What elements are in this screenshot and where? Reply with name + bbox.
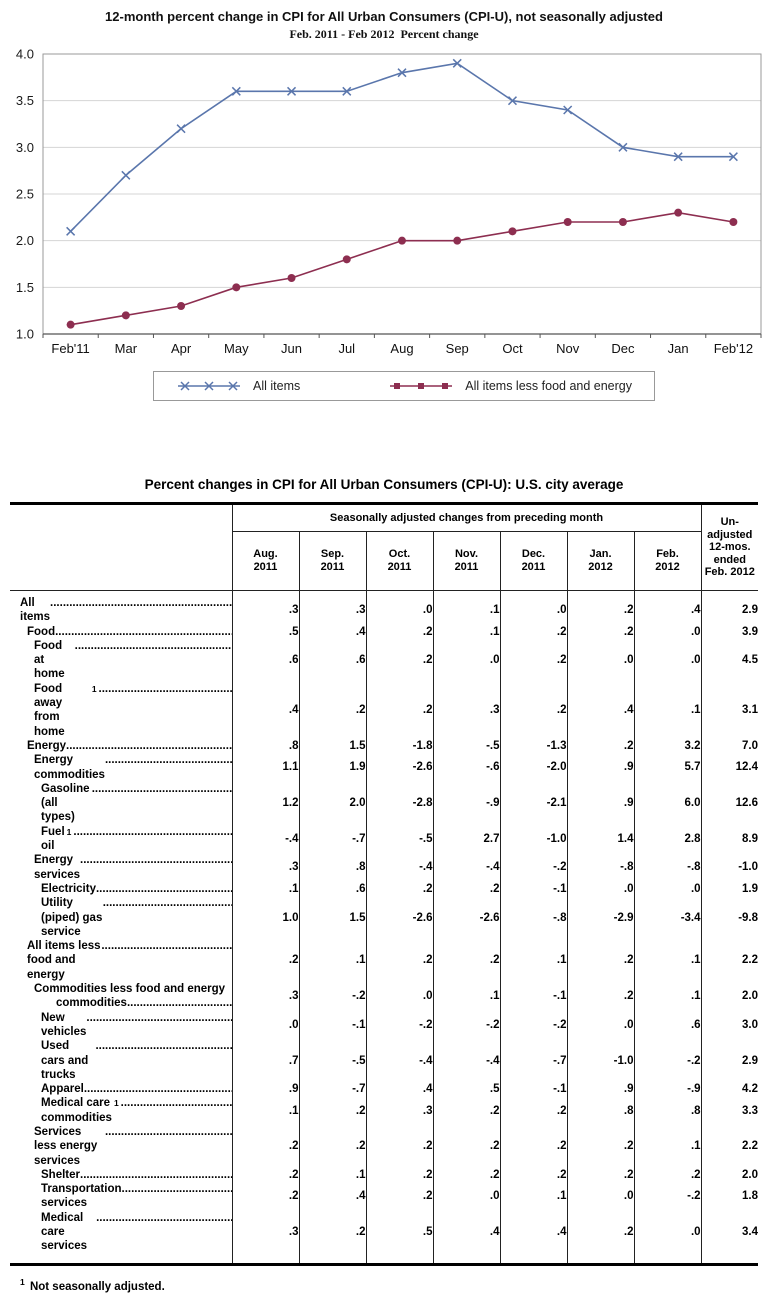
cell-monthly-change: .4 [567,682,634,739]
x-tick-label: Feb'12 [713,341,754,356]
table-row [10,882,758,896]
table-row [10,1096,758,1125]
cell-monthly-change: .6 [634,1011,701,1040]
cell-monthly-change: .0 [567,639,634,682]
cell-monthly-change: .2 [366,939,433,982]
legend-item-all-items-less-food-and-energy [388,379,632,393]
table-row [10,639,758,682]
cell-monthly-change: .2 [500,682,567,739]
cell-12mo-change: 3.1 [701,682,758,739]
cell-monthly-change: .2 [232,1168,299,1182]
table-row [10,1211,758,1254]
cell-monthly-change: .2 [500,625,567,639]
month-col-header: Aug. 2011 [232,532,299,591]
cell-monthly-change: .2 [433,1125,500,1168]
cell-12mo-change: -9.8 [701,896,758,939]
cell-monthly-change: .2 [567,625,634,639]
cell-monthly-change: .1 [433,625,500,639]
table-row [10,753,758,782]
cell-monthly-change: .9 [232,1082,299,1096]
cell-monthly-change: .0 [634,639,701,682]
month-col-header: Feb. 2012 [634,532,701,591]
cell-monthly-change: .0 [433,1182,500,1211]
cell-monthly-change: .4 [299,625,366,639]
cell-monthly-change: .3 [433,682,500,739]
chart-title: 12-month percent change in CPI for All Urban Consumers (CPI-U), not seasonally adjusted [105,9,663,24]
row-label: Gasoline (all types) ..... [10,782,232,825]
cell-monthly-change: .7 [232,1039,299,1082]
row-label: Fuel oil 1 ..... [10,825,232,854]
table-row [10,853,758,882]
x-tick-label: Jun [281,341,303,356]
cell-monthly-change: -3.4 [634,896,701,939]
cell-monthly-change: .2 [567,739,634,753]
cell-monthly-change: 5.7 [634,753,701,782]
cell-monthly-change: .2 [433,882,500,896]
cell-monthly-change: -.2 [500,1011,567,1040]
cell-monthly-change: .0 [500,596,567,625]
row-label: Commodities less food and energy commodities ..... [10,982,232,1011]
cell-monthly-change: .9 [567,753,634,782]
footnote [18,1276,768,1293]
cell-monthly-change: -1.8 [366,739,433,753]
cell-monthly-change: .2 [299,682,366,739]
cell-12mo-change: 12.6 [701,782,758,825]
cell-monthly-change: -2.1 [500,782,567,825]
cell-12mo-change: 4.5 [701,639,758,682]
month-col-header: Dec. 2011 [500,532,567,591]
row-label: Used cars and trucks ..... [10,1039,232,1082]
cell-monthly-change: -.4 [366,1039,433,1082]
cell-12mo-change: 3.9 [701,625,758,639]
cell-monthly-change: .5 [433,1082,500,1096]
cell-monthly-change: .8 [299,853,366,882]
y-tick-label: 4.0 [15,46,34,62]
cell-12mo-change: 12.4 [701,753,758,782]
table-row [10,1182,758,1211]
cell-monthly-change: -.4 [366,853,433,882]
cell-monthly-change: 1.1 [232,753,299,782]
table-row [10,739,758,753]
y-axis-labels [16,47,34,342]
cell-monthly-change: .2 [366,639,433,682]
cell-monthly-change: -.2 [366,1011,433,1040]
cell-monthly-change: .2 [500,1168,567,1182]
table-row [10,782,758,825]
month-col-header: Oct. 2011 [366,532,433,591]
row-label: Electricity ..... [10,882,232,896]
cell-monthly-change: .2 [567,1211,634,1254]
row-label: Medical care services ..... [10,1211,232,1254]
cell-12mo-change: 2.2 [701,939,758,982]
cell-monthly-change: .2 [299,1125,366,1168]
cell-monthly-change: .2 [567,982,634,1011]
cell-monthly-change: .0 [634,882,701,896]
cell-monthly-change: .2 [567,596,634,625]
x-marker-line-icon [176,380,242,392]
cell-monthly-change: .1 [634,1125,701,1168]
row-label: Services less energy services ..... [10,1125,232,1168]
table-row [10,1011,758,1040]
cell-monthly-change: .2 [433,1168,500,1182]
cell-monthly-change: .3 [232,853,299,882]
cell-monthly-change: -2.6 [366,753,433,782]
cell-monthly-change: -.2 [500,853,567,882]
table-title: Percent changes in CPI for All Urban Consumers (CPI-U): U.S. city average [144,477,624,492]
row-label: All items less food and energy ..... [10,939,232,982]
cell-12mo-change: 2.9 [701,1039,758,1082]
cell-monthly-change: 2.8 [634,825,701,854]
cell-monthly-change: -.4 [232,825,299,854]
cell-monthly-change: .2 [567,1125,634,1168]
cell-monthly-change: -.7 [500,1039,567,1082]
month-col-header: Jan. 2012 [567,532,634,591]
cell-12mo-change: 2.9 [701,596,758,625]
cell-monthly-change: .0 [366,596,433,625]
cell-monthly-change: .2 [232,1182,299,1211]
cell-monthly-change: -.5 [366,825,433,854]
cell-monthly-change: -.9 [634,1082,701,1096]
cell-monthly-change: -.4 [433,853,500,882]
cell-monthly-change: .8 [567,1096,634,1125]
table-row [10,1039,758,1082]
row-label: Energy ..... [10,739,232,753]
cell-monthly-change: -.1 [299,1011,366,1040]
x-tick-label: Aug [390,341,414,356]
cpi-line-chart-svg [0,44,768,360]
cell-monthly-change: .2 [433,1096,500,1125]
table-row [10,682,758,739]
cell-monthly-change: -2.0 [500,753,567,782]
x-tick-label: May [224,341,249,356]
cell-monthly-change: .2 [299,1096,366,1125]
table-row [10,896,758,939]
cell-monthly-change: .2 [567,939,634,982]
cell-monthly-change: -.1 [500,982,567,1011]
row-label: Energy services ..... [10,853,232,882]
cell-monthly-change: -.2 [634,1039,701,1082]
chart-subtitle: Feb. 2011 - Feb 2012 Percent change [289,27,479,41]
cell-monthly-change: .1 [433,982,500,1011]
cell-monthly-change: -.7 [299,825,366,854]
cell-monthly-change: .6 [232,639,299,682]
cell-monthly-change: .2 [299,1211,366,1254]
square-marker-line-icon [388,380,454,392]
cell-monthly-change: .2 [366,625,433,639]
chart-legend [153,371,655,401]
cell-monthly-change: 1.4 [567,825,634,854]
cell-monthly-change: .8 [232,739,299,753]
table-row [10,982,758,1011]
x-tick-label: Jan [667,341,689,356]
y-tick-label: 1.0 [15,326,34,342]
cell-monthly-change: .0 [634,625,701,639]
cell-monthly-change: .3 [232,596,299,625]
cell-monthly-change: .0 [634,1211,701,1254]
cell-12mo-change: 3.0 [701,1011,758,1040]
row-label: Apparel ..... [10,1082,232,1096]
row-label: Energy commodities ..... [10,753,232,782]
cell-monthly-change: .2 [366,882,433,896]
cell-monthly-change: .2 [366,1182,433,1211]
table-row [10,1125,758,1168]
footnote-marker: 1 [20,1276,25,1287]
cell-monthly-change: -2.6 [366,896,433,939]
cell-12mo-change: 2.2 [701,1125,758,1168]
row-label: Medical care commodities 1 ..... [10,1096,232,1125]
cpi-table [10,502,758,1266]
cell-monthly-change: .3 [232,982,299,1011]
cell-monthly-change: .2 [500,639,567,682]
cell-monthly-change: -2.9 [567,896,634,939]
row-label: Food away from home 1 ..... [10,682,232,739]
cell-monthly-change: .4 [366,1082,433,1096]
cell-monthly-change: .2 [634,1168,701,1182]
cell-monthly-change: -.1 [500,882,567,896]
cell-monthly-change: 1.5 [299,739,366,753]
cell-monthly-change: .5 [232,625,299,639]
cell-monthly-change: -.5 [433,739,500,753]
cell-monthly-change: .4 [299,1182,366,1211]
cell-monthly-change: -.2 [634,1182,701,1211]
cell-monthly-change: -.2 [299,982,366,1011]
cell-monthly-change: .0 [567,1182,634,1211]
cell-monthly-change: -2.6 [433,896,500,939]
cell-monthly-change: -.5 [299,1039,366,1082]
cell-monthly-change: .3 [299,596,366,625]
gridlines [43,101,761,288]
cell-monthly-change: .8 [634,1096,701,1125]
cell-monthly-change: .2 [433,939,500,982]
cell-monthly-change: .0 [366,982,433,1011]
cell-monthly-change: -.2 [433,1011,500,1040]
cell-monthly-change: 2.0 [299,782,366,825]
cell-monthly-change: .4 [634,596,701,625]
y-tick-label: 2.5 [15,186,34,202]
cell-12mo-change: 7.0 [701,739,758,753]
row-label: All items ..... [10,596,232,625]
table-row [10,596,758,625]
y-tick-label: 2.0 [15,233,34,249]
cell-monthly-change: .1 [500,939,567,982]
cell-monthly-change: .2 [500,1096,567,1125]
cell-monthly-change: .1 [634,682,701,739]
cell-monthly-change: .2 [567,1168,634,1182]
cell-monthly-change: -1.0 [567,1039,634,1082]
cell-12mo-change: 3.4 [701,1211,758,1254]
cell-monthly-change: .6 [299,882,366,896]
cell-monthly-change: -.4 [433,1039,500,1082]
cell-monthly-change: -2.8 [366,782,433,825]
cell-monthly-change: .1 [232,1096,299,1125]
cell-monthly-change: -.1 [500,1082,567,1096]
table-row [10,625,758,639]
cell-12mo-change: 1.9 [701,882,758,896]
series-all-items-less-food-and-energy [67,209,738,329]
x-tick-label: Nov [556,341,580,356]
y-tick-label: 3.0 [15,139,34,155]
cell-monthly-change: .4 [433,1211,500,1254]
cell-monthly-change: .5 [366,1211,433,1254]
cell-monthly-change: 1.5 [299,896,366,939]
cell-monthly-change: 1.0 [232,896,299,939]
cell-monthly-change: -.7 [299,1082,366,1096]
row-label: Utility (piped) gas service ..... [10,896,232,939]
legend-label: All items less food and energy [465,379,632,393]
x-tick-label: Oct [502,341,523,356]
row-label: New vehicles ..... [10,1011,232,1040]
table-col-group-header: Seasonally adjusted changes from preceding month [232,504,701,532]
cell-monthly-change: .0 [232,1011,299,1040]
x-tick-label: Dec [611,341,635,356]
table-row [10,939,758,982]
cell-12mo-change: 2.0 [701,1168,758,1182]
cell-monthly-change: 3.2 [634,739,701,753]
cell-monthly-change: .0 [567,882,634,896]
table-last-col-header: Un-adjusted 12-mos. ended Feb. 2012 [701,504,758,591]
cell-monthly-change: .9 [567,782,634,825]
cell-monthly-change: .1 [299,939,366,982]
cell-12mo-change: 1.8 [701,1182,758,1211]
table-row [10,1168,758,1182]
cell-monthly-change: .1 [634,939,701,982]
cell-12mo-change: 3.3 [701,1096,758,1125]
cell-monthly-change: -1.3 [500,739,567,753]
cell-monthly-change: -.9 [433,782,500,825]
table-row [10,1082,758,1096]
cpi-line-chart [0,44,768,365]
cell-monthly-change: -1.0 [500,825,567,854]
cell-monthly-change: .9 [567,1082,634,1096]
row-label: Shelter ..... [10,1168,232,1182]
spacer-row [10,1254,758,1265]
cell-monthly-change: 1.9 [299,753,366,782]
x-tick-label: Mar [114,341,138,356]
cell-monthly-change: .0 [433,639,500,682]
table-row [10,825,758,854]
cell-monthly-change: .1 [232,882,299,896]
cell-monthly-change: .6 [299,639,366,682]
x-tick-label: Jul [338,341,356,356]
cell-monthly-change: -.6 [433,753,500,782]
cell-monthly-change: .4 [500,1211,567,1254]
y-tick-label: 3.5 [15,93,34,109]
cell-monthly-change: .3 [366,1096,433,1125]
month-col-header: Nov. 2011 [433,532,500,591]
x-tick-label: Apr [170,341,192,356]
cell-monthly-change: .4 [232,682,299,739]
legend-label: All items [253,379,301,393]
x-axis-labels [51,341,753,356]
legend-item-all-items [176,379,300,393]
cell-monthly-change: .1 [433,596,500,625]
cell-monthly-change: .1 [634,982,701,1011]
month-col-header: Sep. 2011 [299,532,366,591]
x-tick-label: Feb'11 [51,341,90,356]
cell-monthly-change: .3 [232,1211,299,1254]
cell-monthly-change: 6.0 [634,782,701,825]
x-tick-label: Sep [445,341,469,356]
cell-monthly-change: .2 [500,1125,567,1168]
row-label: Transportation services ..... [10,1182,232,1211]
cell-monthly-change: .0 [567,1011,634,1040]
cell-monthly-change: .1 [299,1168,366,1182]
stub-header [10,504,232,591]
cell-monthly-change: .2 [232,1125,299,1168]
cell-monthly-change: -.8 [500,896,567,939]
cell-12mo-change: 4.2 [701,1082,758,1096]
cell-monthly-change: 2.7 [433,825,500,854]
row-label: Food ..... [10,625,232,639]
footnote-text: Not seasonally adjusted. [29,1280,165,1293]
row-label: Food at home ..... [10,639,232,682]
cell-monthly-change: .2 [366,1125,433,1168]
cell-monthly-change: -.8 [567,853,634,882]
cell-monthly-change: -.8 [634,853,701,882]
cell-12mo-change: 2.0 [701,982,758,1011]
cell-monthly-change: .2 [366,682,433,739]
cell-monthly-change: .1 [500,1182,567,1211]
cell-monthly-change: 1.2 [232,782,299,825]
y-tick-label: 1.5 [15,279,34,295]
cell-12mo-change: 8.9 [701,825,758,854]
cell-monthly-change: .2 [232,939,299,982]
cell-monthly-change: .2 [366,1168,433,1182]
cell-12mo-change: -1.0 [701,853,758,882]
